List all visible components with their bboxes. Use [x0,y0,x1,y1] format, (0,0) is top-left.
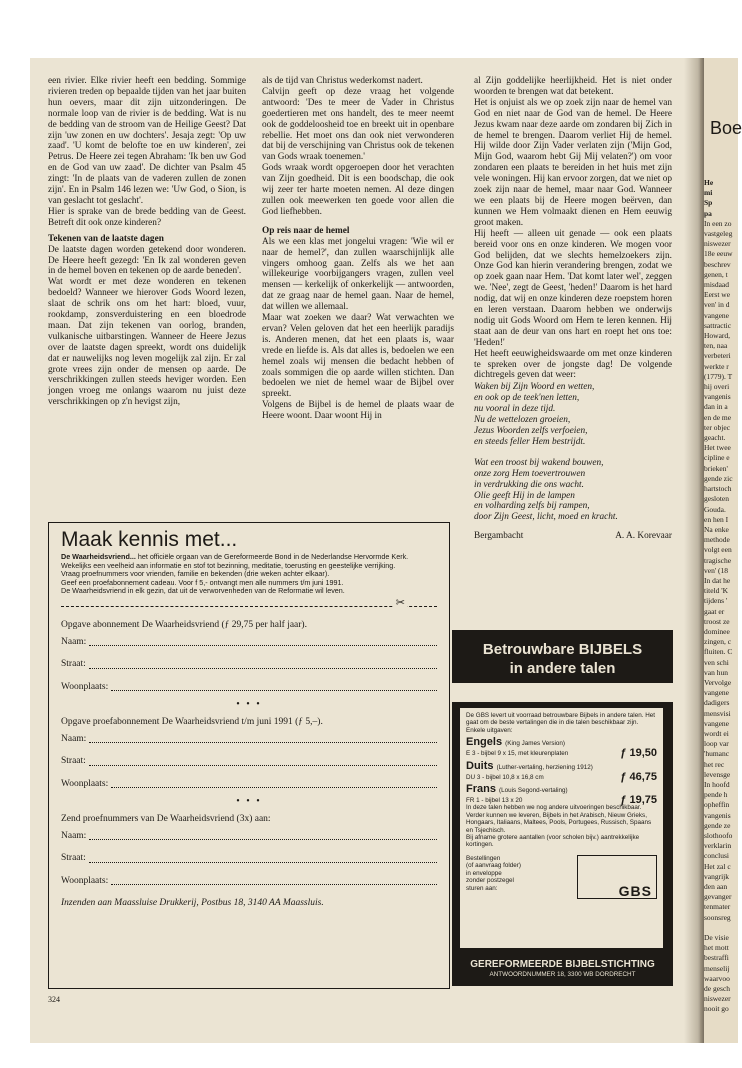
field-label: Straat: [61,659,86,670]
next-page-line: brieken' [704,463,728,473]
author-place: Bergambacht [474,531,524,542]
gbs-footer-name: GEREFORMEERDE BIJBELSTICHTING [470,959,655,970]
next-page-line: cipline e [704,453,730,463]
field-label: Naam: [61,830,87,841]
next-page-line: nooit go [704,1004,729,1014]
edition-version: (Luther-vertaling, herziening 1912) [496,763,593,771]
next-page-line: tragische [704,555,732,565]
next-page-line: geacht. [704,433,726,443]
next-page-line: sattractic [704,320,732,330]
next-page-line: wordt ei [704,728,729,738]
article-column-2 [262,76,454,422]
city-field[interactable] [111,683,437,691]
next-page-line: Eerst we [704,290,731,300]
gbs-title-line-1: Betrouwbare BIJBELS [482,641,643,658]
poem-line: Olie geeft Hij in de lampen [474,490,575,501]
next-page-line: verklarin [704,841,732,851]
poem-line: Jezus Woorden zelfs verfoeien, [474,426,588,436]
page-gutter-shadow [684,58,704,1043]
next-page-line: niswezer [704,239,731,249]
poem-line: onze zorg Hem toevertrouwen [474,468,586,479]
paragraph: Gods wraak wordt opgeroepen door het verachten van Zijn goedheid. Dit is een boodschap, die ook wij zeer ter harte moeten nemen. Al deze dingen zullen ook meewerken ten goede voor allen die God liefhebben. [262,163,454,217]
order-line: (of aanvraag folder) [466,862,521,870]
next-page-line: van hun [704,667,728,677]
next-page-line: genen, t [704,269,728,279]
poem-line: Wat een troost bij wakend bouwen, [474,457,604,468]
next-page-line: In dat he [704,575,731,585]
next-page-line: menselij [704,963,730,973]
cut-line [61,596,437,615]
paragraph: Als we een klas met jongelui vragen: 'Wie wil er naar de hemel?', dan zullen waarschijnlijk alle vingers omhoog gaan. Zelfs als we het aan willekeurige voorbijgangers vragen, zullen veel mensen — kerkelijk of onkerkelijk — antwoorden, dat ze graag naar de hemel gaan. Naar de hemel, dat willen we allemaal. [262,236,454,313]
edition-desc: FR 1 - bijbel 13 x 20 [466,797,523,805]
name-field[interactable] [89,735,437,743]
next-page-line: Na enke [704,524,729,534]
form-title-trial: Opgave proefabonnement De Waarheidsvriend t/m juni 1991 (ƒ 5,–). [61,716,323,727]
ad-line: De Waarheidsvriend in elk gezin, dat uit de verworvenheden van de Reformatie wil leven. [61,586,345,596]
ad-footer: Inzenden aan Maassluise Drukkerij, Postbus 18, 3140 AA Maassluis. [61,898,324,909]
edition-language: Frans [466,783,496,796]
edition-version: (King James Version) [505,740,565,748]
form-row[interactable] [61,757,437,766]
poem-line: nu vooral in deze tijd. [474,404,556,415]
order-info [466,855,657,899]
next-page-line: gende ze [704,820,731,830]
poem-line: en ook op de teek'nen letten, [474,393,580,404]
name-field[interactable] [89,832,437,840]
next-page-line: hij overi [704,382,730,392]
next-page-line: niswezer [704,994,731,1004]
next-page-line: loop var [704,739,729,749]
field-label: Straat: [61,756,86,767]
street-field[interactable] [89,758,437,766]
next-page-line: Howard, [704,331,731,341]
next-page-line: Vervolge [704,677,732,687]
edition-desc: DU 3 - bijbel 10,8 x 16,8 cm [466,773,544,781]
paragraph: Hier is sprake van de brede bedding van de Geest. Betreft dit ook onze kinderen? [48,206,246,228]
ad-line: Vraag proefnummers voor vrienden, familie en bekenden (drie weken achter elkaar). [61,569,330,579]
next-page-line: dadigers [704,698,730,708]
next-page-line: ten, naa [704,341,728,351]
edition-row [466,747,657,760]
next-page-line: vangrijk [704,871,729,881]
field-label: Woonplaats: [61,875,109,886]
form-title-subscription: Opgave abonnement De Waarheidsvriend (ƒ 29,75 per half jaar). [61,619,307,630]
poem-line: en volharding zelfs bij rampen, [474,501,590,512]
poem-line: door Zijn Geest, licht, moed en kracht. [474,512,618,523]
section-separator: • • • [236,699,262,711]
next-page-line: soonsreg [704,912,731,922]
poem-line: Nu de wettelozen groeien, [474,415,571,426]
next-page-line: de gesch [704,984,731,994]
next-page-line: tenmater [704,902,731,912]
next-page-line: vangene [704,718,729,728]
gbs-title-line-2: in andere talen [509,660,616,677]
field-label: Woonplaats: [61,778,109,789]
next-page-line: volgt een [704,545,732,555]
subscription-advertisement [48,522,450,989]
next-page-line: hartstoch [704,484,732,494]
next-page-line: mensvisi [704,708,731,718]
next-page-line: gaat er [704,606,725,616]
poem-stanza-2 [474,458,672,523]
gbs-discount: Bij afname grotere aantallen (voor scholen bijv.) aantrekkelijke kortingen. [466,834,640,849]
next-page-line: dan in a [704,402,728,412]
street-field[interactable] [89,661,437,669]
next-page-line: slothoofo [704,831,733,840]
next-page-line: en de me [704,412,732,422]
ad-line: Wekelijks een veelheid aan informatie en stof tot bezinning, meditatie, toerusting en geestelijke verrijking. [61,560,396,570]
ad-intro-rest: het officiële orgaan van de Gereformeerde Bond in de Nederlandse Hervormde Kerk. [135,552,409,561]
next-page-line: werkte r [704,361,729,371]
edition-row [466,770,657,783]
next-page-line: vangenis [704,392,731,402]
next-page-line: Het twee [704,443,731,453]
ad-line: Geef een proefabonnement cadeau. Voor f 5,- ontvangt men alle nummers t/m juni 1991. [61,577,344,587]
order-line: Bestellingen [466,854,501,862]
next-page-line: waarvoo [704,973,730,983]
section-heading: Op reis naar de hemel [262,225,350,236]
article-column-1 [48,76,246,408]
gbs-more: In deze talen hebben we nog andere uitvoeringen beschikbaar. Verder kunnen we leveren, Bijbels in het Arabisch, Nieuw Grieks, Hongaars, Italiaans, Maltees, Pools, Portugees, Russisch, Spaans en Tsjechisch. [466,804,652,834]
next-page-line: In hoofd [704,779,730,789]
next-page-line: gesloten [704,494,729,504]
form-row[interactable] [61,735,437,744]
next-page-line: ter objec [704,422,731,432]
street-field[interactable] [89,855,437,863]
next-page-line: fluiten. C [704,647,733,657]
next-page-text [704,178,740,1015]
signature [474,531,672,542]
paragraph: Het is onjuist als we op zoek zijn naar de hemel van God en niet naar de God van de hemel. De Heere Jezus kwam naar deze aarde om zondaren bij Zich in de hemel te brengen. Daarom verliet Hij de hemel. Hij wilde door Zijn Vader verlaten zijn ('Mijn God, Mijn God, waarom hebt Gij Mij velaten?') om voor zondaren een plaats te bereiden in het huis met zijn vele woningen. Hij kan ervoor zorgen, dat we niet op zoek zijn naar de hemel, maar naar God. Wanneer we een plaats bij de Heere mogen beërven, dan kunnen we Hem volmaakt dienen en Hem eeuwig groot maken. [474,97,672,228]
next-page-line: titeld 'K [704,586,729,596]
next-page-line: pa [704,208,712,218]
author-name: A. A. Korevaar [615,531,672,542]
next-page-line: levensge [704,769,731,779]
form-row[interactable] [61,854,437,863]
gbs-body-frame [452,702,673,954]
next-page-line: den aan [704,882,728,892]
field-label: Naam: [61,733,87,744]
ad-intro-bold: De Waarheidsvriend... [61,552,136,561]
gbs-content [460,708,663,948]
bible-advertisement [452,630,673,986]
next-page-line: misdaad [704,280,729,290]
next-page-line: bestraffi [704,953,729,963]
paragraph: Maar wat zoeken we daar? Wat verwachten we ervan? Velen geloven dat het een heerlijk paradijs is. Anderen menen, dat het een plaats is, waar vrede en liefde is. Als dat alles is, bedoelen we een hemel zoals wij mensen die bedacht hebben of zoals sommigen die op aarde willen stichten. Dan bedoelen we niet de hemel waar de Bijbel over spreekt. [262,313,454,400]
order-text [466,855,521,899]
next-page-line: (1779). T [704,371,733,381]
next-page-line: opheffin [704,800,730,810]
next-page-line: vastgeleg [704,229,733,239]
paragraph: De laatste dagen worden getekend door wonderen. De Heere heeft gezegd: 'En Ik zal wonderen geven in de hemel boven en tekenen op de aarde beneden'. [48,244,246,277]
next-page-line: pende h [704,790,728,800]
next-page-line: gende zic [704,473,733,483]
next-page-line: troost ze [704,616,730,626]
city-field[interactable] [111,877,437,885]
ad-title: Maak kennis met... [61,528,238,551]
edition-language: Duits [466,759,494,772]
form-row[interactable] [61,683,437,692]
field-label: Woonplaats: [61,681,109,692]
field-label: Straat: [61,853,86,864]
order-line: sturen aan: [466,884,498,892]
next-page-line: Gouda. [704,504,726,514]
next-page-line [704,923,740,933]
next-page-line: gevanger [704,892,732,902]
form-row[interactable] [61,780,437,789]
paragraph: Hij heeft — alleen uit genade — ook een plaats bereid voor ons en onze kinderen. We mogen voor God belijden, dat we slechts hemelzoekers zijn. Onze God kan hierin verandering brengen, zodat we op zoek gaan naar Hem. 'Dat komt later wel', zeggen we. 'Nee', zegt de Geest, 'heden!' Daarom is het hard nodig, dat wij en onze kinderen deze roepstem horen en leren verstaan. Daarom hebben we onderwijs nodig uit Gods Woord om Hem te leren kennen. Hij staat aan de deur van ons hart en roept het ons toe: 'Heden!' [474,228,672,348]
next-page-line: He [704,178,714,187]
next-page-title: Boe [710,118,742,138]
city-field[interactable] [111,780,437,788]
next-page-line: ven' (18 [704,565,729,575]
next-page-line: vangene [704,310,729,320]
page-number: 324 [48,995,60,1004]
gbs-header [452,630,673,683]
next-page-line: ven schi [704,657,729,667]
poem-stanza-1 [474,382,672,447]
edition-price: ƒ 19,50 [620,747,657,760]
next-page-line: tijdens ' [704,596,728,606]
form-title-samples: Zend proefnummers van De Waarheidsvriend (3x) aan: [61,813,271,824]
next-page-line: en hen I [704,514,729,524]
paragraph: al Zijn goddelijke heerlijkheid. Het is niet onder woorden te brengen wat dat betekent. [474,76,672,97]
paragraph: Calvijn geeft op deze vraag het volgende antwoord: 'Des te meer de Vader in Christus goedertieren met ons handelt, des te meer neemt ook de goddeloosheid toe en breekt uit in openbare rebellie. Het moet ons dan ook niet verwonderen dat bij de verschijning van Christus ook de tekenen van Gods wraak toenemen.' [262,86,454,163]
form-row[interactable] [61,877,437,886]
paragraph: als de tijd van Christus wederkomst nadert. [262,76,423,86]
paragraph: Wat wordt er met deze wonderen en tekenen bedoeld? Wanneer we hierover Gods Woord lezen, slaat de schrik ons om het hart: bloed, vuur, rookdamp, zonsverduistering en een bloedrode maan. Dat zijn tekenen van oorlog, branden, vulkanische uitbarstingen. Wanneer de Heere Jezus over de laatste dagen spreekt, wordt ons duidelijk dat er nauwelijks nog leven mogelijk zal zijn. Er zal grote vrees zijn onder de mensen op aarde. De verschrikkingen zullen steeds heviger worden. Een jongen vroeg me onlangs waarom nu juist deze verschrikkingen op z'n hevigst zijn, [48,277,246,408]
next-page-line: 18e eeuw [704,249,733,259]
next-page-line: ven' in d [704,300,730,310]
next-page-line: Het zal c [704,861,731,871]
section-separator: • • • [236,796,262,808]
next-page-line: dominee [704,626,730,636]
next-page-line: In een zo [704,218,732,228]
next-page-line: beschrev [704,259,731,269]
next-page-line: mi [704,188,713,198]
form-row[interactable] [61,638,437,647]
next-page-line: conclusi [704,851,729,861]
poem-line: Waken bij Zijn Woord en wetten, [474,382,595,393]
edition-version: (Louis Segond-vertaling) [499,787,568,795]
edition-language: Engels [466,736,503,749]
gbs-logo-icon: GBS [577,855,657,899]
scissors-icon: ✂ [395,596,405,609]
next-page-line: De visie [704,933,729,943]
next-page-line: het rec [704,759,725,769]
form-row[interactable] [61,660,437,669]
next-page-line: het mott [704,943,729,953]
order-form [61,621,437,908]
poem-line: en steeds feller Hem bestrijdt. [474,436,586,447]
next-page-line: verbeteri [704,351,731,361]
gbs-footer-address: ANTWOORDNUMMER 18, 3300 WB DORDRECHT [489,971,636,978]
edition-price: ƒ 19,75 [620,794,657,807]
paragraph: Volgens de Bijbel is de hemel de plaats waar de Heere woont. Daar woont Hij in [262,400,454,422]
ad-intro [61,553,437,596]
next-page-line: vangenis [704,810,731,820]
paragraph: een rivier. Elke rivier heeft een bedding. Sommige rivieren treden op bepaalde tijden van het jaar buiten hun oevers, maar dit zijn uitzonderingen. De normale loop van de rivier is de bedding. Wat is nu de bedding van de stroom van de Heilige Geest? Dat zijn 'uw zonen en uw dochters'. Jesaja zegt: 'Op uw zaad'. 'U komt de belofte toe en uw kinderen', zei Petrus. De Heere zei tegen Abraham: 'Ik ben uw God en de God van uw zaad'. De dichter van Psalm 45 zingt: 'In de plaats van de vaderen zullen de zonen zijn'. En in Psalm 146 lezen we: 'Uw God, o Sion, is van geslacht tot geslacht'. [48,76,246,206]
name-field[interactable] [89,638,437,646]
paragraph: Het heeft eeuwigheidswaarde om met onze kinderen te spreken over de jongste dag! De volgende dichtregels geven dat weer: [474,348,672,381]
edition-row [466,794,657,807]
order-line: in enveloppe [466,869,502,877]
next-page-line: 'humanc [704,749,730,759]
next-page-line: methode [704,535,730,545]
next-page-line: zingen, c [704,637,732,647]
gbs-intro: De GBS levert uit voorraad betrouwbare Bijbels in andere talen. Het gaat om de beste vertalingen die in die talen beschikbaar zijn. Enkele uitgaven: [466,712,656,734]
section-heading: Tekenen van de laatste dagen [48,233,164,244]
edition-desc: E 3 - bijbel 9 x 15, met kleurenplaten [466,750,569,758]
order-line: zonder postzegel [466,877,514,885]
gbs-footer [452,954,673,986]
article-column-3 [474,76,672,542]
next-page-line: Sp [704,198,713,208]
field-label: Naam: [61,636,87,647]
form-row[interactable] [61,832,437,841]
edition-price: ƒ 46,75 [620,770,657,783]
next-page-line: vangene [704,688,729,698]
poem-line: in verdrukking die ons wacht. [474,479,584,490]
